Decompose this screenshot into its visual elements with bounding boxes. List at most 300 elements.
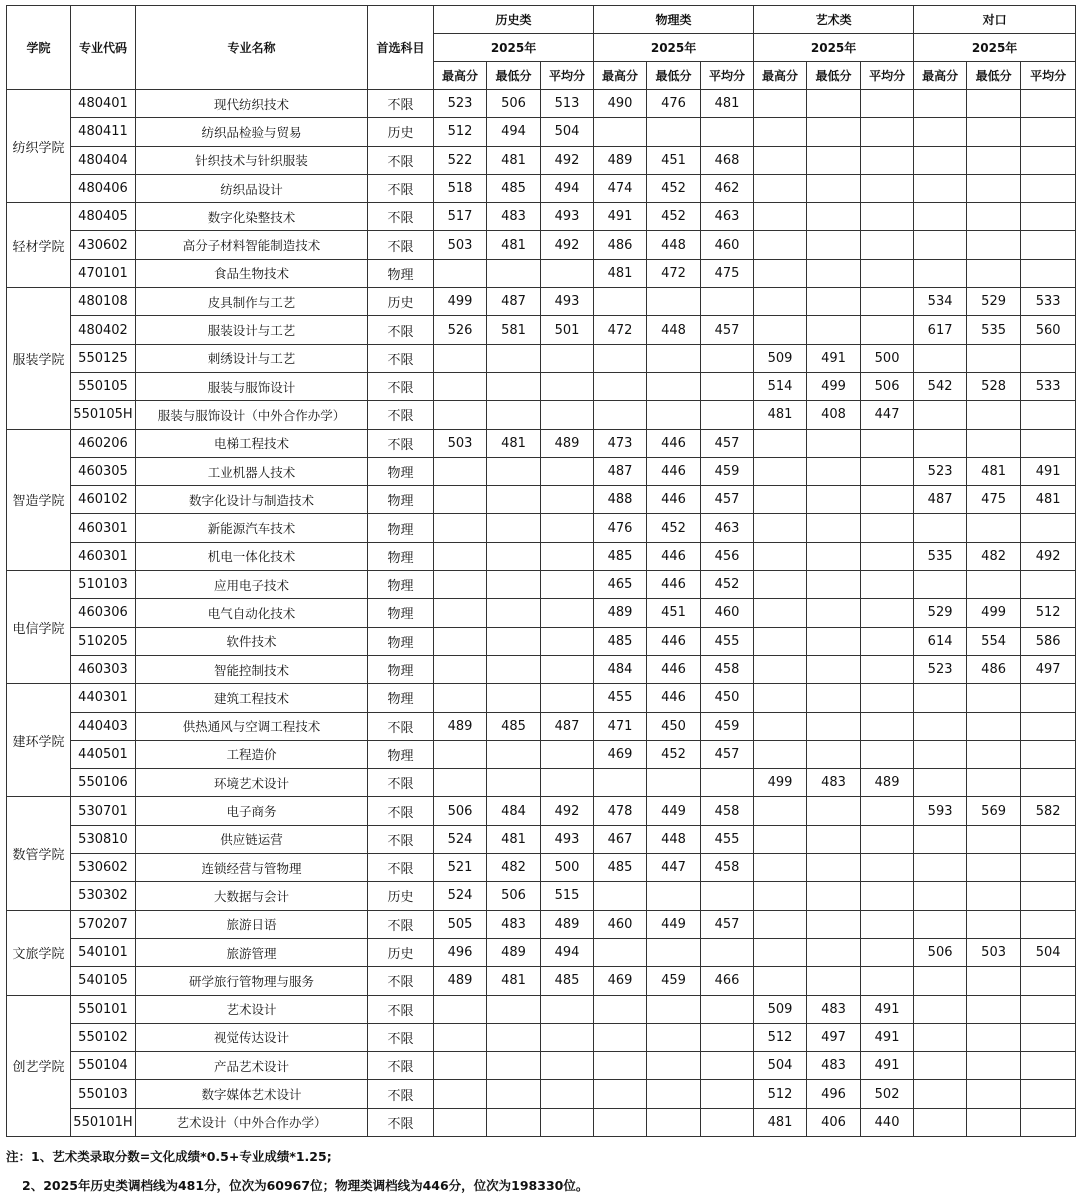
min-score — [807, 316, 861, 344]
avg-score — [541, 684, 594, 712]
max-score: 506 — [434, 797, 487, 825]
header-max: 最高分 — [754, 62, 807, 90]
avg-score — [861, 231, 914, 259]
avg-score: 458 — [701, 797, 754, 825]
max-score: 490 — [594, 90, 647, 118]
min-score — [647, 995, 701, 1023]
max-score — [754, 712, 807, 740]
max-score — [754, 627, 807, 655]
major-code: 550101 — [71, 995, 136, 1023]
min-score: 446 — [647, 627, 701, 655]
max-score — [434, 1052, 487, 1080]
avg-score — [1021, 118, 1076, 146]
max-score — [434, 401, 487, 429]
min-score — [807, 854, 861, 882]
max-score — [914, 401, 967, 429]
header-category-history: 历史类 — [434, 6, 594, 34]
major-name: 针织技术与针织服装 — [136, 146, 368, 174]
avg-score — [861, 910, 914, 938]
max-score — [754, 542, 807, 570]
major-name: 数字化设计与制造技术 — [136, 486, 368, 514]
major-code: 480404 — [71, 146, 136, 174]
min-score — [647, 1080, 701, 1108]
min-score: 451 — [647, 599, 701, 627]
preferred-subject: 物理 — [368, 627, 434, 655]
min-score: 482 — [487, 854, 541, 882]
min-score — [647, 1023, 701, 1051]
min-score — [647, 938, 701, 966]
preferred-subject: 历史 — [368, 938, 434, 966]
major-code: 430602 — [71, 231, 136, 259]
table-row — [7, 967, 1076, 995]
max-score: 467 — [594, 825, 647, 853]
min-score: 446 — [647, 457, 701, 485]
major-code: 510205 — [71, 627, 136, 655]
min-score: 408 — [807, 401, 861, 429]
preferred-subject: 物理 — [368, 655, 434, 683]
min-score: 581 — [487, 316, 541, 344]
preferred-subject: 不限 — [368, 372, 434, 400]
avg-score: 500 — [541, 854, 594, 882]
max-score — [594, 882, 647, 910]
min-score: 459 — [647, 967, 701, 995]
avg-score — [1021, 740, 1076, 768]
min-score: 489 — [487, 938, 541, 966]
avg-score — [541, 1052, 594, 1080]
max-score: 455 — [594, 684, 647, 712]
max-score — [914, 740, 967, 768]
avg-score: 493 — [541, 825, 594, 853]
min-score — [967, 854, 1021, 882]
min-score: 535 — [967, 316, 1021, 344]
min-score: 481 — [487, 146, 541, 174]
preferred-subject: 不限 — [368, 316, 434, 344]
avg-score — [861, 288, 914, 316]
min-score — [487, 344, 541, 372]
avg-score: 489 — [861, 769, 914, 797]
max-score: 485 — [594, 542, 647, 570]
avg-score: 493 — [541, 288, 594, 316]
avg-score — [1021, 401, 1076, 429]
major-name: 纺织品设计 — [136, 174, 368, 202]
min-score — [967, 967, 1021, 995]
preferred-subject: 物理 — [368, 457, 434, 485]
preferred-subject: 不限 — [368, 146, 434, 174]
max-score: 514 — [754, 372, 807, 400]
table-row — [7, 344, 1076, 372]
max-score — [434, 740, 487, 768]
min-score — [967, 259, 1021, 287]
min-score: 446 — [647, 655, 701, 683]
min-score: 482 — [967, 542, 1021, 570]
max-score: 503 — [434, 429, 487, 457]
table-row — [7, 1052, 1076, 1080]
preferred-subject: 不限 — [368, 1108, 434, 1136]
avg-score — [541, 542, 594, 570]
header-category-vocational: 对口 — [914, 6, 1076, 34]
min-score: 491 — [807, 344, 861, 372]
avg-score — [861, 542, 914, 570]
header-year: 2025年 — [914, 34, 1076, 62]
min-score: 449 — [647, 797, 701, 825]
avg-score: 463 — [701, 514, 754, 542]
min-score: 452 — [647, 740, 701, 768]
min-score: 481 — [487, 231, 541, 259]
min-score — [967, 203, 1021, 231]
max-score — [434, 344, 487, 372]
min-score: 499 — [967, 599, 1021, 627]
table-row — [7, 655, 1076, 683]
min-score: 483 — [487, 203, 541, 231]
major-code: 460305 — [71, 457, 136, 485]
min-score: 485 — [487, 712, 541, 740]
max-score: 496 — [434, 938, 487, 966]
major-code: 480108 — [71, 288, 136, 316]
table-row — [7, 90, 1076, 118]
min-score — [487, 769, 541, 797]
table-row — [7, 571, 1076, 599]
major-code: 470101 — [71, 259, 136, 287]
major-name: 软件技术 — [136, 627, 368, 655]
max-score — [914, 712, 967, 740]
avg-score — [701, 288, 754, 316]
min-score — [487, 259, 541, 287]
preferred-subject: 物理 — [368, 514, 434, 542]
min-score — [487, 684, 541, 712]
max-score — [434, 457, 487, 485]
max-score: 509 — [754, 995, 807, 1023]
min-score — [967, 1080, 1021, 1108]
avg-score — [1021, 203, 1076, 231]
avg-score: 513 — [541, 90, 594, 118]
table-row — [7, 627, 1076, 655]
major-name: 供应链运营 — [136, 825, 368, 853]
avg-score — [1021, 571, 1076, 599]
min-score: 448 — [647, 316, 701, 344]
min-score: 483 — [807, 769, 861, 797]
avg-score — [541, 995, 594, 1023]
avg-score: 468 — [701, 146, 754, 174]
max-score — [914, 571, 967, 599]
max-score: 474 — [594, 174, 647, 202]
max-score: 499 — [434, 288, 487, 316]
avg-score — [701, 1023, 754, 1051]
max-score — [754, 231, 807, 259]
avg-score: 462 — [701, 174, 754, 202]
avg-score — [861, 938, 914, 966]
max-score — [754, 825, 807, 853]
min-score — [967, 429, 1021, 457]
avg-score: 459 — [701, 712, 754, 740]
avg-score — [701, 1108, 754, 1136]
max-score: 487 — [914, 486, 967, 514]
max-score — [594, 118, 647, 146]
avg-score: 489 — [541, 910, 594, 938]
min-score — [807, 542, 861, 570]
min-score — [967, 769, 1021, 797]
table-row — [7, 910, 1076, 938]
max-score — [434, 655, 487, 683]
avg-score — [861, 825, 914, 853]
major-name: 电气自动化技术 — [136, 599, 368, 627]
table-row — [7, 486, 1076, 514]
max-score — [594, 1108, 647, 1136]
major-name: 数字媒体艺术设计 — [136, 1080, 368, 1108]
max-score: 614 — [914, 627, 967, 655]
max-score: 512 — [754, 1023, 807, 1051]
avg-score — [541, 599, 594, 627]
avg-score: 515 — [541, 882, 594, 910]
avg-score: 491 — [861, 1052, 914, 1080]
avg-score — [1021, 1080, 1076, 1108]
min-score — [807, 288, 861, 316]
avg-score — [541, 1023, 594, 1051]
table-row — [7, 712, 1076, 740]
min-score: 496 — [807, 1080, 861, 1108]
min-score — [487, 1023, 541, 1051]
max-score — [754, 599, 807, 627]
avg-score — [861, 146, 914, 174]
max-score — [754, 90, 807, 118]
avg-score — [861, 967, 914, 995]
max-score — [914, 174, 967, 202]
min-score — [487, 1052, 541, 1080]
min-score — [807, 938, 861, 966]
major-name: 环境艺术设计 — [136, 769, 368, 797]
avg-score — [701, 372, 754, 400]
max-score — [434, 514, 487, 542]
major-code: 570207 — [71, 910, 136, 938]
max-score: 503 — [434, 231, 487, 259]
avg-score — [861, 259, 914, 287]
major-code: 460206 — [71, 429, 136, 457]
min-score — [967, 910, 1021, 938]
max-score: 469 — [594, 740, 647, 768]
avg-score — [701, 1052, 754, 1080]
avg-score: 481 — [1021, 486, 1076, 514]
table-row — [7, 401, 1076, 429]
avg-score — [861, 118, 914, 146]
major-code: 460301 — [71, 514, 136, 542]
max-score — [754, 684, 807, 712]
avg-score — [701, 1080, 754, 1108]
avg-score — [861, 486, 914, 514]
college-name: 数管学院 — [7, 797, 71, 910]
major-code: 550105H — [71, 401, 136, 429]
avg-score — [1021, 712, 1076, 740]
min-score — [967, 1052, 1021, 1080]
avg-score — [861, 882, 914, 910]
preferred-subject: 物理 — [368, 259, 434, 287]
preferred-subject: 不限 — [368, 429, 434, 457]
avg-score — [541, 457, 594, 485]
max-score — [594, 1080, 647, 1108]
preferred-subject: 不限 — [368, 1080, 434, 1108]
max-score — [754, 740, 807, 768]
college-name: 建环学院 — [7, 684, 71, 797]
avg-score — [861, 174, 914, 202]
min-score — [967, 684, 1021, 712]
min-score: 481 — [487, 429, 541, 457]
header-category-art: 艺术类 — [754, 6, 914, 34]
min-score — [807, 882, 861, 910]
min-score: 485 — [487, 174, 541, 202]
min-score: 506 — [487, 882, 541, 910]
major-code: 440301 — [71, 684, 136, 712]
max-score — [914, 118, 967, 146]
table-row — [7, 684, 1076, 712]
major-name: 服装与服饰设计（中外合作办学） — [136, 401, 368, 429]
college-name: 创艺学院 — [7, 995, 71, 1136]
max-score: 593 — [914, 797, 967, 825]
preferred-subject: 不限 — [368, 854, 434, 882]
min-score — [807, 967, 861, 995]
min-score — [967, 90, 1021, 118]
avg-score — [861, 740, 914, 768]
min-score — [967, 174, 1021, 202]
avg-score — [861, 599, 914, 627]
max-score — [914, 231, 967, 259]
avg-score — [701, 118, 754, 146]
min-score: 483 — [487, 910, 541, 938]
avg-score: 457 — [701, 429, 754, 457]
avg-score — [541, 1080, 594, 1108]
preferred-subject: 不限 — [368, 797, 434, 825]
major-name: 机电一体化技术 — [136, 542, 368, 570]
max-score: 472 — [594, 316, 647, 344]
avg-score — [1021, 514, 1076, 542]
table-row — [7, 514, 1076, 542]
preferred-subject: 不限 — [368, 174, 434, 202]
max-score — [754, 118, 807, 146]
max-score: 491 — [594, 203, 647, 231]
table-row — [7, 231, 1076, 259]
min-score — [967, 1023, 1021, 1051]
preferred-subject: 不限 — [368, 90, 434, 118]
major-name: 新能源汽车技术 — [136, 514, 368, 542]
max-score: 526 — [434, 316, 487, 344]
min-score — [807, 599, 861, 627]
max-score: 506 — [914, 938, 967, 966]
major-code: 480406 — [71, 174, 136, 202]
avg-score: 504 — [541, 118, 594, 146]
avg-score: 533 — [1021, 372, 1076, 400]
avg-score: 491 — [861, 1023, 914, 1051]
min-score — [487, 740, 541, 768]
min-score: 483 — [807, 995, 861, 1023]
max-score: 542 — [914, 372, 967, 400]
min-score — [487, 599, 541, 627]
min-score — [807, 146, 861, 174]
max-score: 484 — [594, 655, 647, 683]
max-score: 517 — [434, 203, 487, 231]
major-code: 460303 — [71, 655, 136, 683]
max-score — [754, 514, 807, 542]
min-score: 481 — [967, 457, 1021, 485]
avg-score: 491 — [861, 995, 914, 1023]
college-name: 电信学院 — [7, 571, 71, 684]
preferred-subject: 不限 — [368, 1052, 434, 1080]
avg-score — [861, 684, 914, 712]
preferred-subject: 不限 — [368, 1023, 434, 1051]
header-subject: 首选科目 — [368, 6, 434, 90]
avg-score: 504 — [1021, 938, 1076, 966]
min-score — [967, 712, 1021, 740]
major-code: 480402 — [71, 316, 136, 344]
min-score: 451 — [647, 146, 701, 174]
min-score — [967, 514, 1021, 542]
avg-score — [541, 655, 594, 683]
min-score: 499 — [807, 372, 861, 400]
min-score — [807, 90, 861, 118]
avg-score: 459 — [701, 457, 754, 485]
max-score: 485 — [594, 854, 647, 882]
major-code: 480401 — [71, 90, 136, 118]
max-score — [754, 486, 807, 514]
min-score — [647, 344, 701, 372]
max-score — [754, 938, 807, 966]
min-score — [807, 627, 861, 655]
min-score — [647, 401, 701, 429]
avg-score: 506 — [861, 372, 914, 400]
max-score — [754, 203, 807, 231]
table-row — [7, 797, 1076, 825]
avg-score — [701, 995, 754, 1023]
avg-score — [861, 429, 914, 457]
min-score: 475 — [967, 486, 1021, 514]
min-score — [967, 825, 1021, 853]
table-row — [7, 599, 1076, 627]
max-score: 487 — [594, 457, 647, 485]
major-name: 大数据与会计 — [136, 882, 368, 910]
avg-score: 450 — [701, 684, 754, 712]
max-score — [914, 882, 967, 910]
avg-score: 452 — [701, 571, 754, 599]
min-score: 486 — [967, 655, 1021, 683]
max-score — [914, 825, 967, 853]
avg-score — [861, 655, 914, 683]
avg-score — [1021, 259, 1076, 287]
min-score — [807, 174, 861, 202]
min-score — [487, 995, 541, 1023]
max-score — [914, 146, 967, 174]
min-score — [967, 882, 1021, 910]
avg-score — [861, 316, 914, 344]
max-score — [594, 344, 647, 372]
min-score: 446 — [647, 429, 701, 457]
major-name: 艺术设计 — [136, 995, 368, 1023]
major-code: 530810 — [71, 825, 136, 853]
table-row — [7, 118, 1076, 146]
avg-score: 560 — [1021, 316, 1076, 344]
avg-score: 500 — [861, 344, 914, 372]
table-row — [7, 372, 1076, 400]
header-category-physics: 物理类 — [594, 6, 754, 34]
max-score: 512 — [434, 118, 487, 146]
major-code: 440501 — [71, 740, 136, 768]
min-score — [807, 231, 861, 259]
major-name: 旅游管理 — [136, 938, 368, 966]
avg-score — [861, 203, 914, 231]
major-name: 数字化染整技术 — [136, 203, 368, 231]
min-score: 483 — [807, 1052, 861, 1080]
table-row — [7, 146, 1076, 174]
min-score — [647, 118, 701, 146]
avg-score: 458 — [701, 854, 754, 882]
min-score: 481 — [487, 967, 541, 995]
max-score — [914, 910, 967, 938]
avg-score — [701, 769, 754, 797]
